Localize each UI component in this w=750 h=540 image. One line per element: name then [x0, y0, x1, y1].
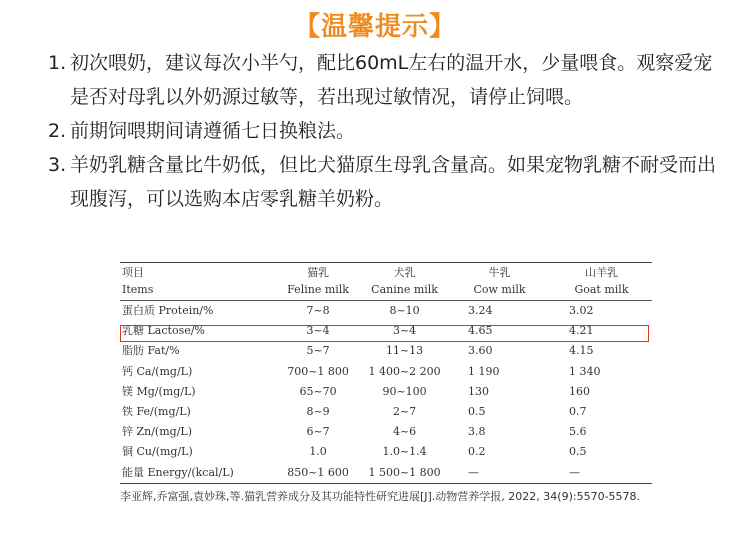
table-row [120, 321, 652, 341]
value-cell: 1.0 [309, 445, 327, 459]
table-row [120, 382, 652, 402]
header-cell: 山羊乳 [584, 266, 618, 279]
value-cell: 3.02 [568, 304, 594, 318]
milk-nutrition-table [120, 262, 652, 484]
header-cell: Items [120, 281, 275, 301]
value-cell: 4~6 [392, 425, 417, 439]
row-label-cell: 乳糖 Lactose/% [122, 324, 205, 338]
value-cell: 11~13 [385, 344, 424, 358]
value-cell: 3~4 [392, 324, 417, 338]
value-cell: 3~4 [306, 324, 330, 338]
value-cell: 0.5 [568, 445, 587, 459]
tip-text: 前期饲喂期间请遵循七日换粮法。 [70, 120, 356, 142]
header-cell: Canine milk [361, 281, 448, 301]
value-cell: 1 340 [568, 364, 601, 378]
value-cell: 5.6 [568, 425, 587, 439]
value-cell: 2~7 [392, 405, 417, 419]
value-cell: 1 500~1 800 [361, 463, 448, 484]
value-cell: 1.0~1.4 [382, 445, 427, 459]
table-body [120, 301, 652, 484]
tip-number: 1. [48, 52, 67, 74]
value-cell: 4.65 [468, 324, 493, 338]
value-cell: 3.8 [468, 425, 486, 439]
value-cell: 8~10 [389, 304, 420, 318]
value-cell: 7~8 [306, 304, 330, 318]
value-cell: — [551, 463, 652, 484]
tip-number: 3. [48, 154, 67, 176]
value-cell: 3.60 [468, 344, 493, 358]
table-row [120, 442, 652, 462]
value-cell: 90~100 [382, 384, 427, 398]
table-header-cn [120, 263, 652, 282]
header-cell: Feline milk [275, 281, 361, 301]
row-label-cell: 铁 Fe/(mg/L) [122, 405, 191, 419]
value-cell: 0.7 [568, 405, 587, 419]
value-cell: 1 190 [468, 364, 500, 378]
tip-item [48, 114, 728, 148]
value-cell: 6~7 [306, 425, 330, 439]
value-cell: 3.24 [468, 304, 493, 318]
row-label-cell: 蛋白质 Protein/% [122, 304, 214, 318]
nutrition-table-container [120, 262, 652, 484]
tip-text: 初次喂奶，建议每次小半勺，配比60mL左右的温开水，少量喂食。观察爱宠是否对母乳以外奶源过敏等，若出现过敏情况，请停止饲喂。 [70, 52, 713, 108]
table-row [120, 463, 652, 484]
table-row [120, 341, 652, 361]
header-cell: Goat milk [551, 281, 652, 301]
tip-number: 2. [48, 120, 67, 142]
tip-text: 羊奶乳糖含量比牛奶低，但比犬猫原生母乳含量高。如果宠物乳糖不耐受而出现腹泻，可以选购本店零乳糖羊奶粉。 [70, 154, 717, 210]
value-cell: 4.15 [568, 344, 594, 358]
tip-item [48, 148, 728, 216]
tip-item [48, 46, 728, 114]
page-title: 【温馨提示】 [293, 12, 456, 42]
row-label-cell: 铜 Cu/(mg/L) [122, 445, 193, 459]
value-cell: 4.21 [568, 324, 594, 338]
value-cell: — [448, 463, 551, 484]
citation: 李亚辉,乔富强,袁妙珠,等.猫乳营养成分及其功能特性研究进展[J].动物营养学报, 2022, 34(9):5570-5578. [120, 490, 641, 503]
value-cell: 0.2 [468, 445, 486, 459]
table-header-en [120, 281, 652, 301]
value-cell: 130 [468, 384, 489, 398]
row-label-cell: 镁 Mg/(mg/L) [122, 384, 196, 398]
row-label-cell: 脂肪 Fat/% [122, 344, 180, 358]
value-cell: 1 400~2 200 [368, 364, 441, 378]
row-label-cell: 能量 Energy/(kcal/L) [120, 463, 275, 484]
table-row [120, 362, 652, 382]
row-label-cell: 锌 Zn/(mg/L) [122, 425, 192, 439]
value-cell: 8~9 [306, 405, 330, 419]
value-cell: 5~7 [306, 344, 330, 358]
tips-list [48, 46, 728, 216]
header-cell: 犬乳 [393, 266, 416, 279]
table-row [120, 301, 652, 322]
header-cell: 牛乳 [488, 266, 511, 279]
table-row [120, 422, 652, 442]
value-cell: 0.5 [468, 405, 486, 419]
value-cell: 65~70 [299, 384, 337, 398]
value-cell: 850~1 600 [275, 463, 361, 484]
header-cell: 项目 [122, 266, 144, 279]
row-label-cell: 钙 Ca/(mg/L) [122, 364, 193, 378]
value-cell: 700~1 800 [287, 364, 349, 378]
header-cell: Cow milk [448, 281, 551, 301]
table-row [120, 402, 652, 422]
value-cell: 160 [568, 384, 590, 398]
header-cell: 猫乳 [307, 266, 330, 279]
